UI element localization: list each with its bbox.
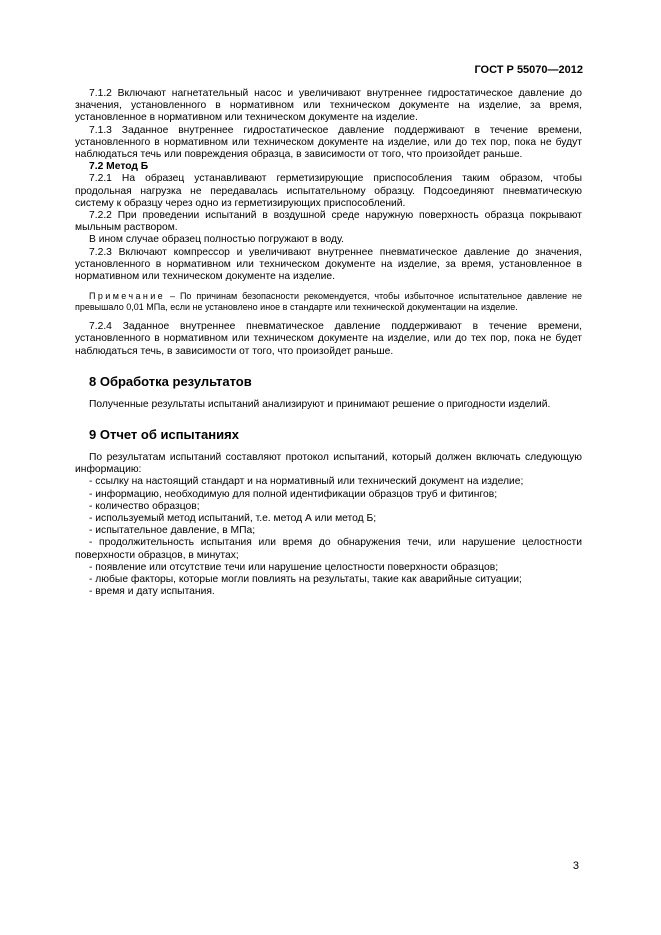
note-text: – По причинам безопасности рекомендуется, чтобы избыточное испытательное давление не превышало 0,01 МПа, если не установлено иное в стандарте или технической документации на изделие. [75,291,582,313]
paragraph-7-2-1: 7.2.1 На образец устанавливают герметизирующие приспособления таким образом, чтобы продольная нагрузка не передавалась испытательному образцу. Подсоединяют пневматическую систему к образцу через одно из герметизирующих приспособлений. [75,173,582,209]
paragraph-7-2-4: 7.2.4 Заданное внутреннее пневматическое давление поддерживают в течение времени, установленного в нормативном или техническом документе на изделие, или до тех пор, пока не будет наблюдаться течь, в зависимости от того, что произойдет раньше. [75,321,582,357]
list-item: - количество образцов; [89,500,200,512]
page-content [75,88,582,599]
list-item: - информацию, необходимую для полной идентификации образцов труб и фитингов; [89,488,498,500]
section-9-title: 9 Отчет об испытаниях [89,427,239,443]
section-8-title: 8 Обработка результатов [89,373,252,389]
paragraph-7-2-2: 7.2.2 При проведении испытаний в воздушной среде наружную поверхность образца покрывают мыльным раствором. [75,210,582,234]
paragraph-7-1-2: 7.1.2 Включают нагнетательный насос и увеличивают внутреннее гидростатическое давление до значения, установленного в нормативном или техническом документе на изделие, за время, установленное в нормативном или техническом документе на изделие. [75,88,582,124]
section-8-text: Полученные результаты испытаний анализируют и принимают решение о пригодности изделий. [89,398,551,410]
page-number: 3 [572,860,579,872]
list-item: - используемый метод испытаний, т.е. метод А или метод Б; [89,513,377,525]
document-header: ГОСТ Р 55070—2012 [474,64,583,76]
list-item: - ссылку на настоящий стандарт и на нормативный или технический документ на изделие; [89,476,524,488]
list-item: - любые факторы, которые могли повлиять на результаты, такие как аварийные ситуации; [89,574,522,586]
paragraph-7-2-2-alt: В ином случае образец полностью погружают в воду. [89,234,344,246]
paragraph-7-1-3: 7.1.3 Заданное внутреннее гидростатическое давление поддерживают в течение времени, установленного в нормативном или техническом документе на изделие, или до тех пор, пока не будут наблюдаться течь или повреждения образца, в зависимости от того, что произойдет раньше. [75,124,582,161]
safety-note [75,291,582,313]
note-label: Примечание [89,291,166,302]
list-item: - появление или отсутствие течи или нарушение целостности поверхности образцов; [89,561,499,573]
paragraph-7-2-3: 7.2.3 Включают компрессор и увеличивают внутреннее пневматическое давление до значения, установленного в нормативном или техническом документе на изделие, за время, установленное в нормативном или техническом документе на изделие. [75,246,582,283]
section-9-intro: По результатам испытаний составляют протокол испытаний, который должен включать следующую информацию: [75,452,582,476]
list-item: - время и дату испытания. [89,586,215,598]
list-item: - продолжительность испытания или время до обнаружения течи, или нарушение целостности поверхности образцов, в минутах; [75,537,582,561]
method-b-heading: 7.2 Метод Б [89,161,149,173]
report-items-list [75,476,582,598]
list-item: - испытательное давление, в МПа; [89,525,256,537]
